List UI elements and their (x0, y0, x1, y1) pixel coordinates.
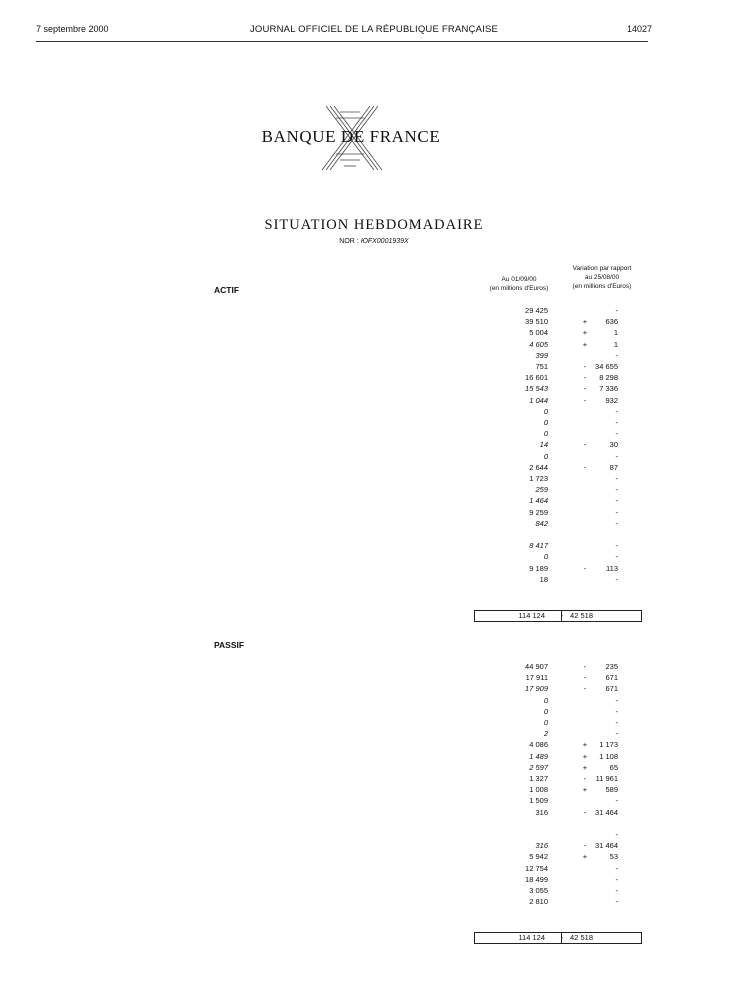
row-variation-sign: + (582, 751, 588, 761)
table-row (62, 829, 642, 840)
row-variation-sign: - (583, 395, 587, 405)
table-row (62, 874, 642, 885)
actif-total-sign: - (560, 611, 564, 620)
row-value: 1 489 (529, 751, 548, 761)
row-value: 16 601 (525, 373, 548, 383)
table-row (62, 773, 642, 784)
row-value: 316 (535, 807, 548, 817)
nor-value: ЮFX0001939X (360, 238, 409, 245)
passif-total-variation: 42 518 (570, 933, 593, 942)
table-row (62, 551, 642, 562)
table-row (62, 695, 642, 706)
table-row (62, 451, 642, 462)
table-row (62, 840, 642, 851)
table-row (62, 683, 642, 694)
table-row (62, 361, 642, 372)
row-variation: - (615, 541, 618, 551)
table-row (62, 529, 642, 540)
row-value: 12 754 (525, 863, 548, 873)
table-row (62, 851, 642, 862)
row-value: 8 417 (529, 541, 548, 551)
row-value: 17 911 (525, 673, 548, 683)
row-variation: - (615, 706, 618, 716)
actif-total-variation: 42 518 (570, 611, 593, 620)
row-value: 29 425 (525, 306, 548, 315)
row-variation-sign: + (582, 762, 588, 772)
table-row (62, 395, 642, 406)
row-variation: 113 (606, 563, 618, 573)
row-value: 3 055 (529, 886, 548, 895)
passif-section-title: PASSIF (214, 640, 245, 650)
row-variation: - (615, 474, 618, 483)
nor-reference (0, 238, 748, 245)
row-variation-sign: - (583, 841, 587, 851)
table-row (62, 462, 642, 473)
row-value: 399 (535, 350, 548, 360)
row-value: 259 (535, 485, 548, 495)
row-value: 0 (543, 552, 548, 562)
table-row (62, 672, 642, 683)
row-variation: - (615, 418, 618, 427)
row-value: 1 327 (529, 774, 548, 783)
row-variation: - (615, 718, 618, 727)
table-row (62, 350, 642, 361)
row-variation: 11 961 (595, 774, 618, 783)
row-variation-sign: + (582, 328, 588, 338)
row-variation: 31 464 (595, 841, 618, 851)
row-variation-sign: - (583, 807, 587, 817)
column-header-value (476, 275, 562, 293)
banque-de-france-logo (256, 104, 446, 174)
row-variation-sign: - (583, 440, 587, 450)
table-row (62, 484, 642, 495)
column-header-variation-unit: (en millions d'Euros) (572, 283, 632, 290)
row-value: 1 509 (529, 796, 548, 806)
row-variation: 87 (609, 462, 618, 472)
table-row (62, 316, 642, 327)
table-row (62, 563, 642, 574)
row-variation-sign: + (582, 852, 588, 862)
row-value: 9 259 (529, 507, 548, 517)
table-row (62, 473, 642, 484)
row-variation: - (615, 695, 618, 705)
row-variation: 31 464 (595, 807, 618, 817)
table-row (62, 784, 642, 795)
row-variation: 1 (613, 328, 618, 338)
row-variation: - (615, 496, 618, 506)
row-value: 842 (535, 518, 548, 528)
row-variation: 65 (609, 762, 618, 772)
nor-label: NOR : (339, 238, 359, 245)
row-variation: - (615, 863, 618, 873)
row-variation: - (615, 306, 618, 315)
table-row (62, 417, 642, 428)
row-variation: 671 (605, 684, 618, 694)
table-row (62, 661, 642, 672)
row-value: 0 (543, 451, 548, 461)
table-row (62, 728, 642, 739)
table-row (62, 818, 642, 829)
row-value: 18 499 (525, 874, 548, 884)
row-variation-sign: - (583, 362, 587, 371)
row-variation-sign: - (583, 384, 587, 394)
row-variation: 1 108 (599, 751, 618, 761)
table-row (62, 339, 642, 350)
table-row (62, 762, 642, 773)
table-row (62, 751, 642, 762)
row-variation: 53 (609, 852, 618, 862)
row-variation: 34 655 (595, 362, 618, 371)
column-header-unit: (en millions d'Euros) (489, 285, 549, 292)
header-journal-title: JOURNAL OFFICIEL DE LA RÉPUBLIQUE FRANÇAISE (249, 24, 499, 35)
row-value: 0 (543, 706, 548, 716)
row-variation-sign: + (582, 339, 588, 349)
table-row (62, 540, 642, 551)
row-variation: - (615, 507, 618, 517)
row-value: 15 543 (525, 384, 548, 394)
table-row (62, 383, 642, 394)
passif-total-sign: - (560, 933, 564, 942)
row-variation: 636 (605, 317, 618, 327)
row-variation-sign: - (583, 462, 587, 472)
header-rule (36, 41, 648, 42)
row-value: 1 044 (529, 395, 548, 405)
header-date: 7 septembre 2000 (36, 24, 109, 34)
row-variation: 671 (605, 673, 618, 683)
row-variation-sign: + (582, 785, 588, 795)
row-value: 2 810 (529, 897, 548, 907)
row-value: 0 (543, 718, 548, 727)
row-value: 0 (543, 429, 548, 439)
row-variation-sign: - (583, 774, 587, 783)
row-value: 9 189 (529, 563, 548, 573)
row-variation: 1 173 (599, 740, 618, 750)
row-value: 751 (535, 362, 548, 371)
actif-total-value: 114 124 (518, 611, 545, 620)
table-row (62, 406, 642, 417)
column-header-date: Au 01/09/00 (501, 276, 537, 283)
passif-total-value: 114 124 (518, 933, 545, 942)
row-variation-sign: - (583, 673, 587, 683)
table-row (62, 717, 642, 728)
row-variation: - (615, 897, 618, 907)
row-value: 0 (543, 406, 548, 416)
row-value: 39 510 (525, 317, 548, 327)
row-value: 17 909 (525, 684, 548, 694)
row-variation: - (615, 552, 618, 562)
row-variation: - (615, 874, 618, 884)
table-row (62, 706, 642, 717)
row-variation: - (615, 729, 618, 739)
row-variation: - (615, 429, 618, 439)
table-row (62, 574, 642, 585)
row-variation: - (615, 574, 618, 584)
row-value: 1 723 (529, 474, 548, 483)
table-row (62, 305, 642, 316)
table-row (62, 885, 642, 896)
table-row (62, 439, 642, 450)
page-title: SITUATION HEBDOMADAIRE (264, 217, 484, 233)
table-row (62, 807, 642, 818)
row-variation: - (615, 886, 618, 895)
row-value: 0 (543, 695, 548, 705)
column-header-variation-date: au 25/08/00 (584, 274, 620, 281)
table-row (62, 795, 642, 806)
row-value: 2 644 (529, 462, 548, 472)
row-variation-sign: + (582, 740, 588, 750)
row-variation: - (615, 485, 618, 495)
row-variation: 589 (605, 785, 618, 795)
row-variation: - (615, 451, 618, 461)
row-variation: 7 336 (599, 384, 618, 394)
actif-total (474, 610, 642, 622)
row-value: 1 008 (529, 785, 548, 795)
row-variation: - (615, 830, 618, 839)
row-value: 5 942 (529, 852, 548, 862)
row-value: 2 597 (529, 762, 548, 772)
table-row (62, 372, 642, 383)
table-row (62, 428, 642, 439)
table-row (62, 739, 642, 750)
table-row (62, 495, 642, 506)
row-variation: 932 (605, 395, 618, 405)
header-page-number: 14027 (626, 24, 652, 34)
row-variation-sign: + (582, 317, 588, 327)
row-variation: 235 (605, 662, 618, 671)
row-value: 2 (543, 729, 548, 739)
row-value: 316 (535, 841, 548, 851)
row-variation-sign: - (583, 684, 587, 694)
row-variation: 30 (609, 440, 618, 450)
passif-total (474, 932, 642, 944)
row-variation: 8 298 (599, 373, 618, 383)
row-variation: - (615, 518, 618, 528)
table-row (62, 518, 642, 529)
row-variation-sign: - (583, 373, 587, 383)
row-variation: - (615, 796, 618, 806)
column-header-variation-title: Variation par rapport (572, 265, 632, 272)
table-row (62, 327, 642, 338)
row-value: 0 (543, 418, 548, 427)
table-row (62, 896, 642, 907)
row-value: 14 (539, 440, 548, 450)
row-value: 44 907 (525, 662, 548, 671)
logo-text: BANQUE DE FRANCE (261, 127, 441, 146)
actif-section-title: ACTIF (214, 285, 240, 295)
row-value: 4 605 (529, 339, 548, 349)
table-row (62, 863, 642, 874)
row-value: 4 086 (529, 740, 548, 750)
row-value: 18 (539, 574, 548, 584)
row-value: 5 004 (529, 328, 548, 338)
row-variation-sign: - (583, 563, 587, 573)
row-variation: - (615, 350, 618, 360)
table-row (62, 507, 642, 518)
row-variation-sign: - (583, 662, 587, 671)
row-value: 1 464 (529, 496, 548, 506)
column-header-variation (556, 264, 648, 291)
row-variation: - (615, 406, 618, 416)
row-variation: 1 (613, 339, 618, 349)
